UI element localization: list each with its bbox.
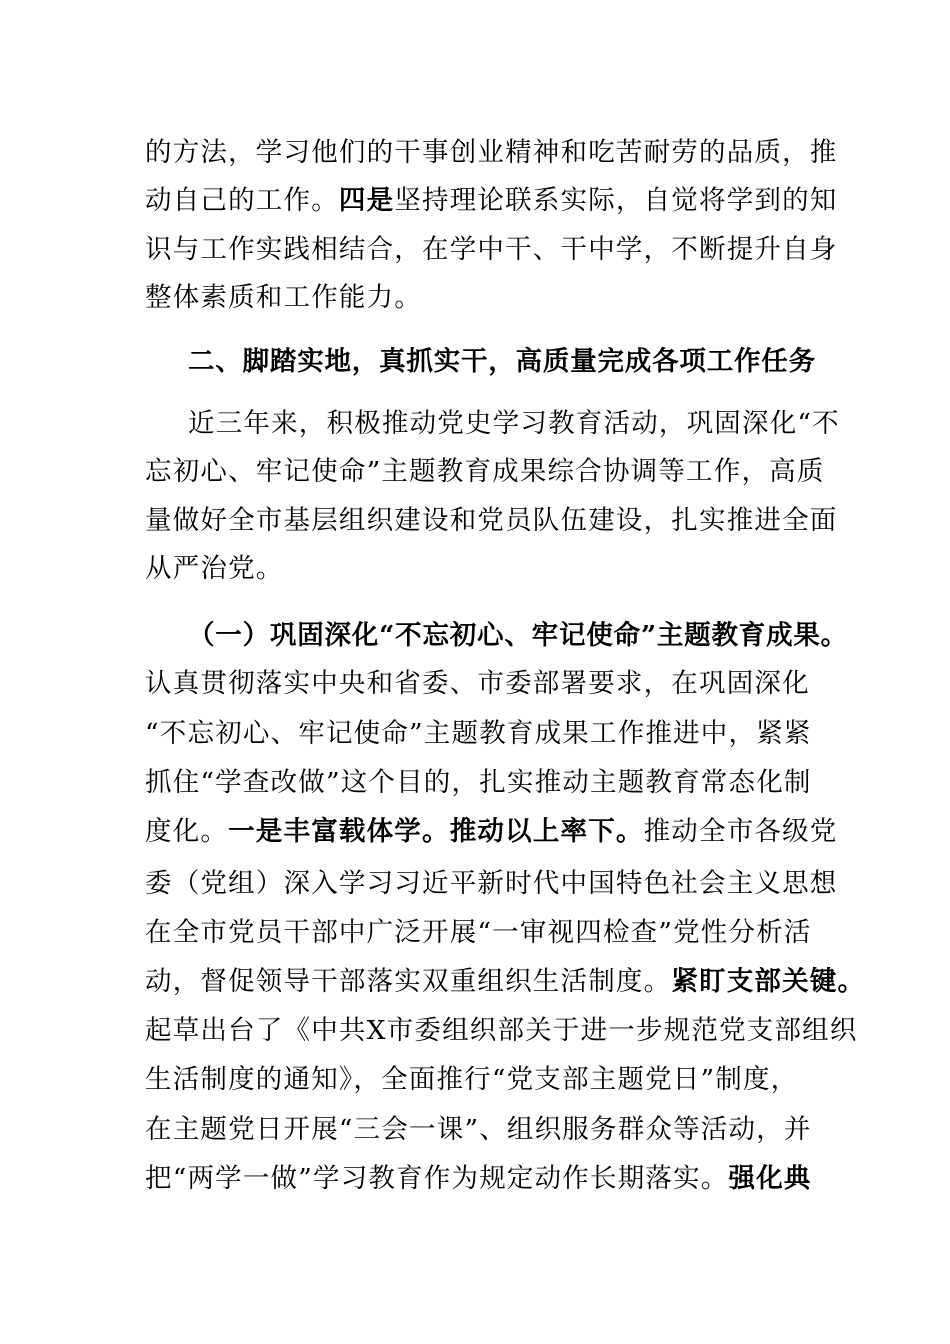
bold-run: 紧盯支部关键。 — [671, 966, 866, 997]
paragraph1-line3: 识与工作实践相结合，在学中干、干中学，不断提升自身 — [145, 234, 838, 265]
paragraph2-line4: 从严治党。 — [145, 553, 284, 584]
paragraph1-line4: 整体素质和工作能力。 — [145, 282, 422, 313]
paragraph1-line1: 的方法，学习他们的干事创业精神和吃苦耐劳的品质，推 — [145, 137, 838, 168]
subsection-heading: （一）巩固深化“不忘初心、牢记使命”主题教育成果。 — [188, 620, 848, 651]
paragraph1-line2 — [145, 184, 838, 218]
text-run: 动自己的工作。 — [145, 185, 339, 216]
text-run: 坚持理论联系实际，自觉将学到的知 — [394, 185, 838, 216]
section-heading: 二、脚踏实地，真抓实干，高质量完成各项工作任务 — [188, 346, 816, 377]
paragraph3-line7: 在全市党员干部中广泛开展“一审视四检查”党性分析活 — [145, 917, 812, 948]
paragraph3-line2: 认真贯彻落实中央和省委、市委部署要求，在巩固深化 — [145, 668, 810, 699]
paragraph2-line1: 近三年来，积极推动党史学习教育活动，巩固深化“不 — [188, 408, 840, 439]
paragraph2-line2: 忘初心、牢记使命”主题教育成果综合协调等工作，高质 — [145, 456, 825, 487]
paragraph3-line4: 抓住“学查改做”这个目的，扎实推动主题教育常态化制 — [145, 767, 812, 798]
text-run: 度化。 — [145, 816, 229, 847]
paragraph3-line3: “不忘初心、牢记使命”主题教育成果工作推进中，紧紧 — [145, 718, 812, 749]
paragraph3-line11: 在主题党日开展“三会一课”、组织服务群众等活动，并 — [145, 1114, 812, 1145]
text-run: 把“两学一做”学习教育作为规定动作长期落实。 — [145, 1163, 729, 1194]
text-run: 动，督促领导干部落实双重组织生活制度。 — [145, 966, 672, 997]
paragraph3-line10: 生活制度的通知》，全面推行“党支部主题党日”制度， — [145, 1064, 799, 1095]
bold-run: 四是 — [338, 185, 395, 216]
paragraph3-line5 — [145, 815, 838, 849]
paragraph3-line8 — [145, 965, 865, 999]
paragraph2-line3: 量做好全市基层组织建设和党员队伍建设，扎实推进全面 — [145, 505, 838, 536]
bold-run: 强化典 — [728, 1163, 812, 1194]
paragraph3-line6: 委（党组）深入学习习近平新时代中国特色社会主义思想 — [145, 868, 838, 899]
paragraph3-line12 — [145, 1162, 812, 1196]
text-run: 推动全市各级党 — [643, 816, 838, 847]
paragraph3-line9: 起草出台了《中共X市委组织部关于进一步规范党支部组织 — [145, 1015, 858, 1046]
bold-run: 一是丰富载体学。推动以上率下。 — [228, 816, 644, 847]
